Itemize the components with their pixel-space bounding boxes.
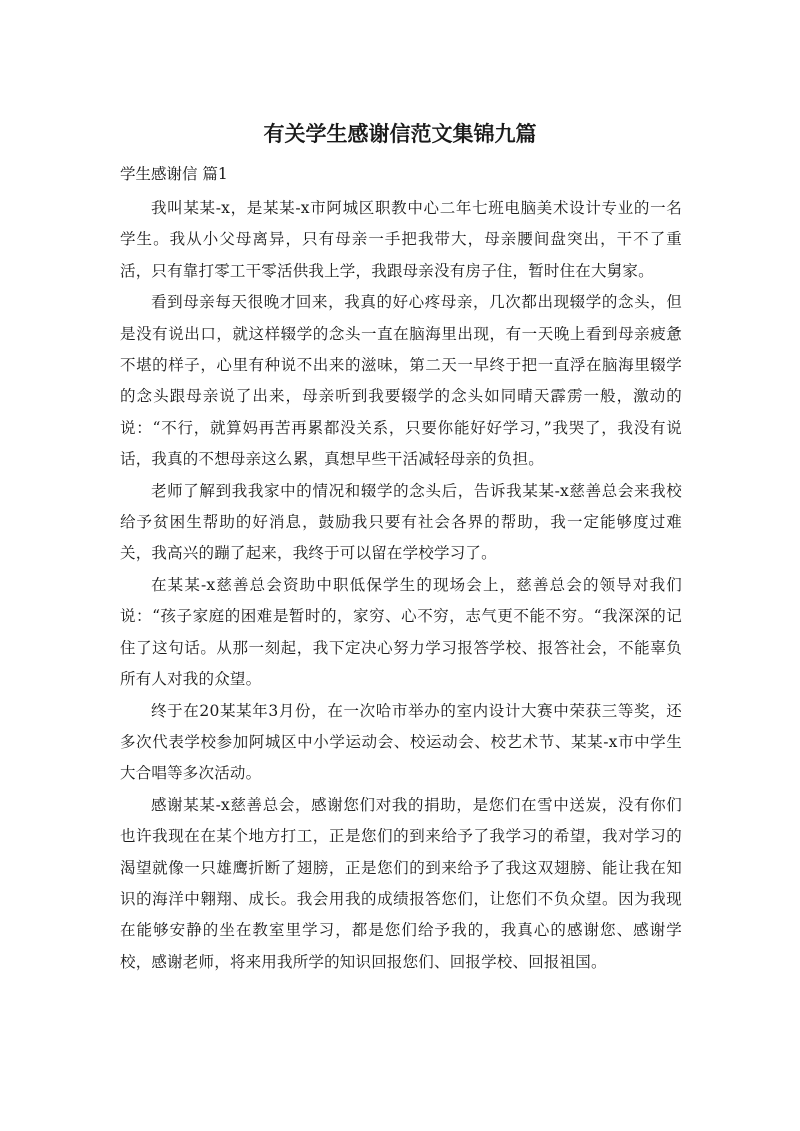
paragraph: 终于在20某某年3月份，在一次哈市举办的室内设计大赛中荣获三等奖，还多次代表学校参加阿城区中小学运动会、校运动会、校艺术节、某某-x市中学生大合唱等多次活动。 xyxy=(120,701,682,783)
paragraph: 我叫某某-x，是某某-x市阿城区职教中心二年七班电脑美术设计专业的一名学生。我从小父母离异，只有母亲一手把我带大，母亲腰间盘突出，干不了重活，只有靠打零工干零活供我上学，我跟母亲没有房子住，暂时住在大舅家。 xyxy=(120,199,682,280)
section-heading: 学生感谢信 篇1 xyxy=(120,165,228,183)
document-title: 有关学生感谢信范文集锦九篇 xyxy=(263,122,537,146)
paragraph: 老师了解到我我家中的情况和辍学的念头后，告诉我某某-x慈善总会来我校给予贫困生帮助的好消息，鼓励我只要有社会各界的帮助，我一定能够度过难关，我高兴的蹦了起来，我终于可以留在学校学习了。 xyxy=(120,481,682,563)
paragraph: 在某某-x慈善总会资助中职低保学生的现场会上，慈善总会的领导对我们说：“孩子家庭的困难是暂时的，家穷、心不穷，志气更不能不穷。“我深深的记住了这句话。从那一刻起，我下定决心努力学习报答学校、报答社会，不能辜负所有人对我的众望。 xyxy=(120,575,682,689)
paragraph: 感谢某某-x慈善总会，感谢您们对我的捐助，是您们在雪中送炭，没有你们也许我现在在某个地方打工，正是您们的到来给予了我学习的希望，我对学习的渴望就像一只雄鹰折断了翅膀，正是您们的到来给予了我这双翅膀、能让我在知识的海洋中翱翔、成长。我会用我的成绩报答您们，让您们不负众望。因为我现在能够安静的坐在教室里学习，都是您们给予我的，我真心的感谢您、感谢学校，感谢老师，将来用我所学的知识回报您们、回报学校、回报祖国。 xyxy=(120,795,682,971)
paragraph: 看到母亲每天很晚才回来，我真的好心疼母亲，几次都出现辍学的念头，但是没有说出口，就这样辍学的念头一直在脑海里出现，有一天晚上看到母亲疲惫不堪的样子，心里有种说不出来的滋味，第二天一早终于把一直浮在脑海里辍学的念头跟母亲说了出来，母亲听到我要辍学的念头如同晴天霹雳一般，激动的说：“不行，就算妈再苦再累都没关系，只要你能好好学习，”我哭了，我没有说话，我真的不想母亲这么累，真想早些干活减轻母亲的负担。 xyxy=(120,293,682,469)
document-body xyxy=(120,193,682,978)
